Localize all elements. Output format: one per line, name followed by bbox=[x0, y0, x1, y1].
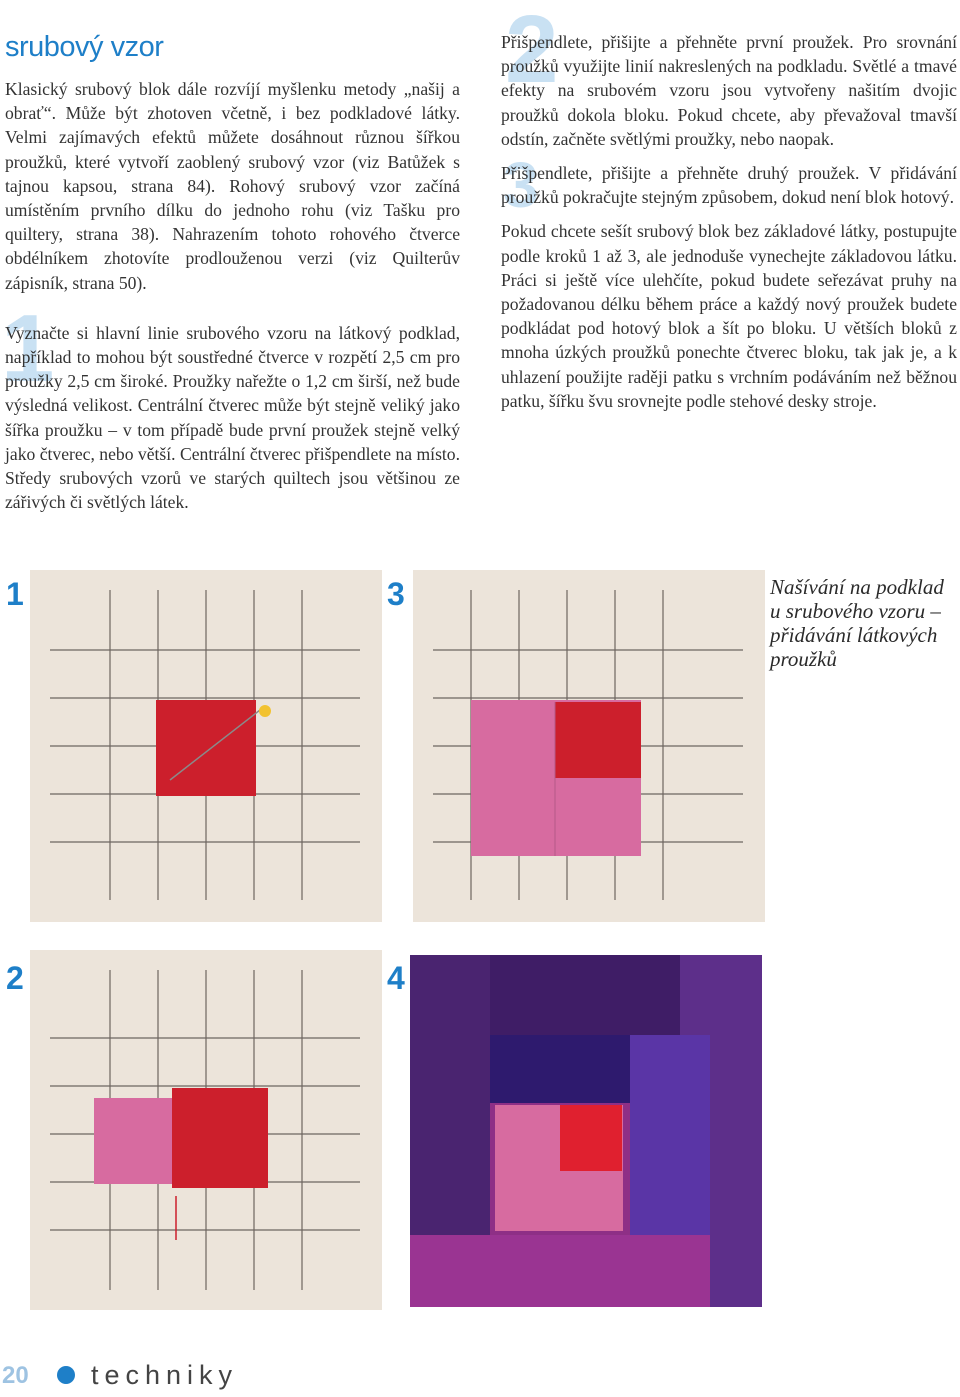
center-red-square bbox=[172, 1088, 268, 1188]
page-title: srubový vzor bbox=[5, 31, 164, 63]
step-1 bbox=[1, 294, 460, 515]
pin-head bbox=[259, 705, 271, 717]
photo-label-3: 3 bbox=[387, 576, 405, 612]
photo-step-4 bbox=[410, 955, 762, 1307]
photo-label-2: 2 bbox=[6, 960, 24, 996]
intro-paragraph: Klasický srubový blok dále rozvíjí myšlenku metody „našij a obrať“. Může být zhotoven včetně, i bez podkladové látky. Velmi zajímavých efektů můžete dosáhnout různou šířkou proužků, které vytvoří zaoblený srubový vzor (viz Batůžek s tajnou kapsou, strana 84). Rohový srubový vzor začíná umístěním prvního dílku do jednoho rohu (viz Tašku pro quiltery, strana 38). Nahrazením tohoto rohového čtverce obdélníkem zhotovíte prodlouženou verzi (viz Quilterův zápisník, strana 50). bbox=[5, 79, 460, 293]
photo-step-2 bbox=[30, 950, 382, 1310]
pink-strip bbox=[94, 1098, 174, 1184]
step-number-1: 1 bbox=[1, 294, 55, 402]
closing-paragraph: Pokud chcete sešít srubový blok bez základové látky, postupujte podle kroků 1 až 3, ale jednoduše vynechejte základovou látku. Práci si ještě více ulehčíte, pokud budete seřezávat pruhy na požadovanou délku během práce a každý nový proužek budete podkládat pod hotový blok a šít po bloku. U větších bloků z mnoha úzkých proužků ponechte čtverec bloku, tak jak je, a k uhlazení použijte raději patku s vrchním podáváním než běžnou patku, šířku švu srovnejte podle stehové desky stroje. bbox=[501, 221, 957, 411]
step-1-text: Vyznačte si hlavní linie srubového vzoru na látkový podklad, například to mohou být soustředné čtverce v rozpětí 2,5 cm pro proužky 2,5 cm široké. Proužky nařežte o 1,2 cm širší, než bude výsledná velikost. Centrální čtverec může být stejně veliký jako šířka proužku – v tom případě bude první proužek stejně velký jako čtverec, nebo větší. Centrální čtverec přišpendlete na místo. Středy srubových vzorů ve starých quiltech jsou většinou ze zářivých či světlých látek. bbox=[5, 322, 460, 513]
photo-step-3 bbox=[413, 570, 765, 922]
center-red-square bbox=[560, 1105, 622, 1171]
photo-label-4: 4 bbox=[387, 960, 405, 996]
step-3-text: Přišpendlete, přišijte a přehněte druhý proužek. V přidávání proužků pokračujte stejným způsobem, dokud není blok hotový. bbox=[501, 163, 957, 208]
step-number-3: 3 bbox=[503, 149, 539, 222]
step-2 bbox=[501, 0, 957, 151]
page-number: 20 bbox=[2, 1362, 29, 1389]
navy-strip bbox=[490, 1035, 630, 1103]
bottom-magenta-strip bbox=[410, 1235, 710, 1307]
step-3 bbox=[501, 149, 957, 222]
center-red-square bbox=[156, 700, 256, 796]
step-number-2: 2 bbox=[505, 0, 559, 103]
footer-section: techniky bbox=[91, 1360, 239, 1390]
right-column bbox=[501, 0, 957, 413]
center-red-square bbox=[555, 702, 641, 778]
footer-dot-icon bbox=[57, 1366, 75, 1384]
photo-label-1: 1 bbox=[6, 576, 24, 612]
photo-step-1 bbox=[30, 570, 382, 922]
photo-caption: Našívání na podklad u srubového vzoru – přidávání látkových proužků bbox=[770, 575, 944, 671]
step-2-text: Přišpendlete, přišijte a přehněte první proužek. Pro srovnání proužků využijte linií nakreslených na podkladu. Světlé a tmavé efekty na srubovém vzoru jsou vytvořeny našitím dvojic proužků dokola bloku. Pokud chcete, aby převažoval tmavší odstín, začněte světlými proužky, nebo naopak. bbox=[501, 32, 957, 149]
right-purple-strip bbox=[630, 1035, 710, 1235]
left-column bbox=[1, 30, 460, 514]
